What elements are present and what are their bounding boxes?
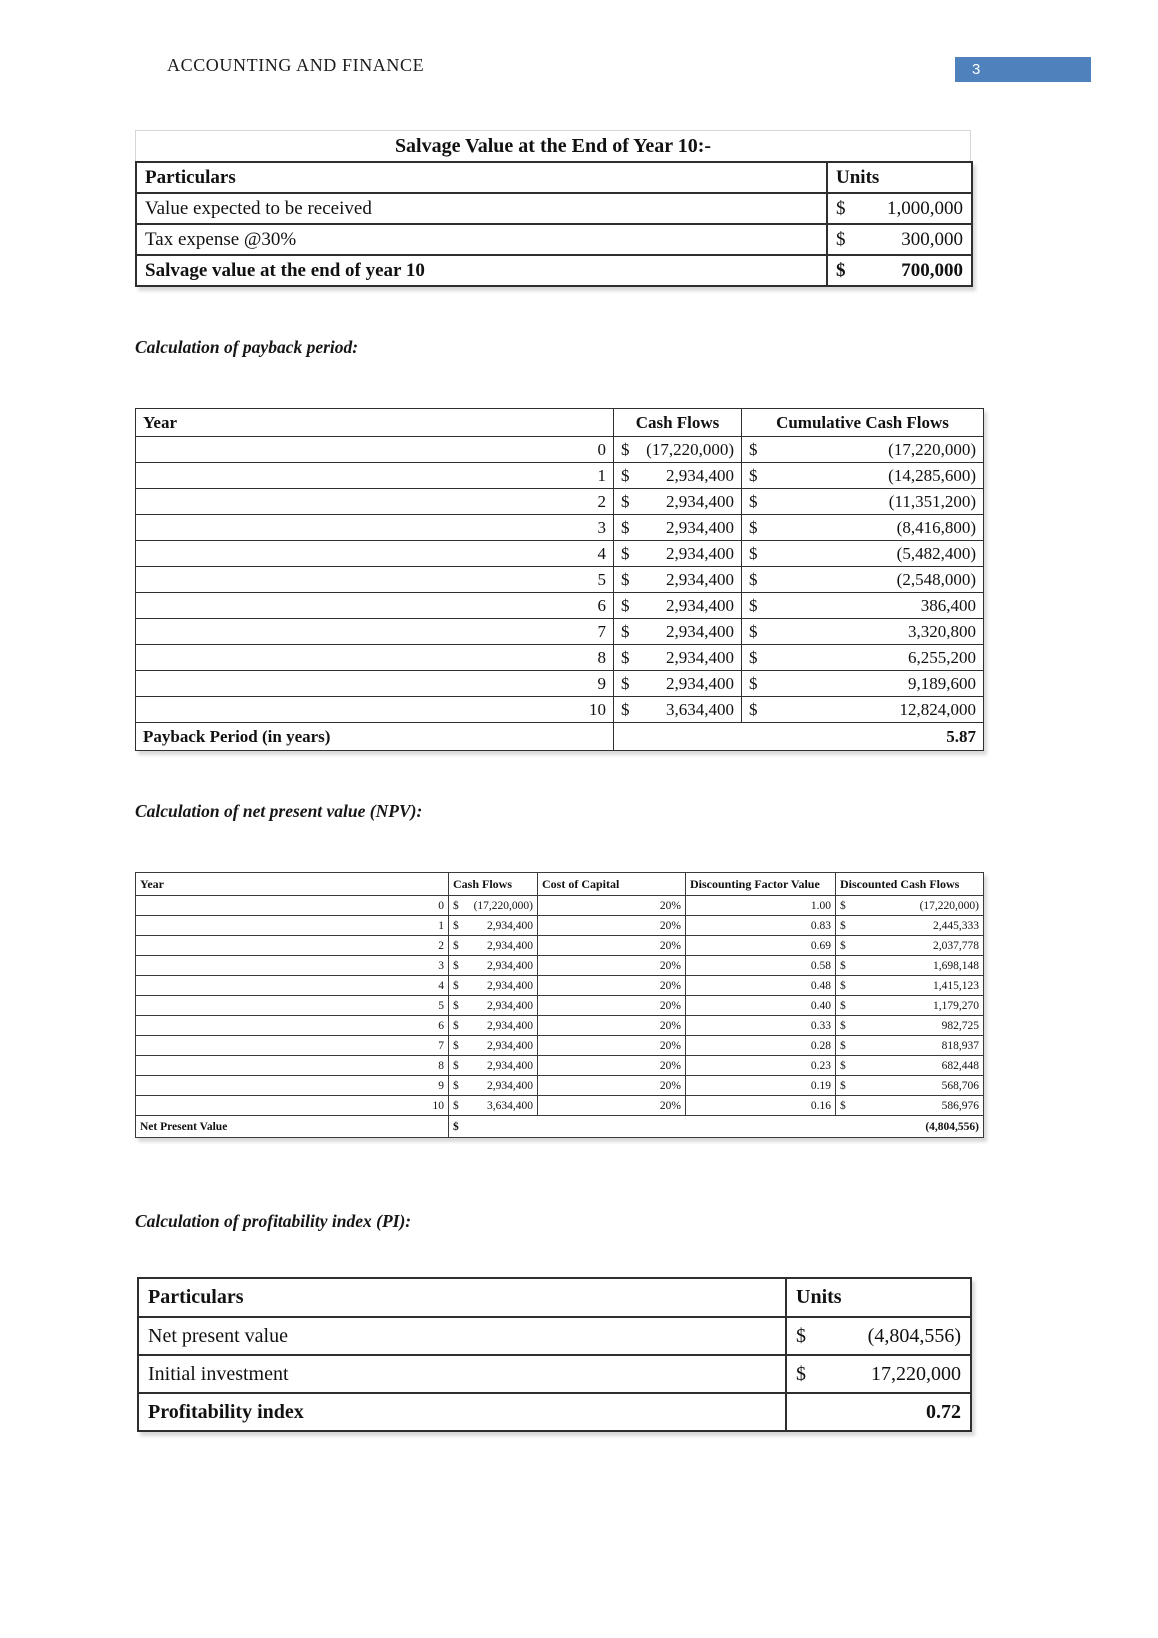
amount: 568,706 [941,1079,979,1092]
npv-discounted-cf [836,1076,984,1096]
currency-symbol: $ [453,1059,459,1072]
amount: (14,285,600) [888,465,976,485]
salvage-row [136,255,972,286]
payback-cumulative [742,489,984,515]
payback-year: 9 [136,671,614,697]
npv-discount-factor: 0.48 [686,976,836,996]
pi-heading: Calculation of profitability index (PI): [135,1211,412,1231]
currency-symbol: $ [749,621,758,641]
payback-row [136,437,984,463]
npv-cash-flow [449,1076,538,1096]
amount: 2,934,400 [666,647,734,667]
amount: 2,934,400 [487,979,533,992]
currency-symbol: $ [749,465,758,485]
amount: 1,000,000 [887,197,963,219]
npv-cash-flow [449,996,538,1016]
payback-cumulative [742,515,984,541]
payback-cumulative [742,541,984,567]
currency-symbol: $ [749,595,758,615]
salvage-value-table-block [135,130,971,287]
currency-symbol: $ [621,517,630,537]
currency-symbol: $ [621,465,630,485]
pi-table [137,1277,972,1432]
salvage-col-particulars: Particulars [136,162,827,193]
salvage-row [136,193,972,224]
payback-year: 7 [136,619,614,645]
amount: 2,934,400 [487,939,533,952]
npv-discounted-cf [836,896,984,916]
amount: 2,934,400 [487,1079,533,1092]
npv-year: 2 [136,936,449,956]
amount: (11,351,200) [888,491,976,511]
pi-row [138,1317,971,1355]
npv-discounted-cf [836,936,984,956]
amount: 300,000 [901,228,963,250]
npv-row [136,1016,984,1036]
npv-year: 10 [136,1096,449,1116]
currency-symbol: $ [453,979,459,992]
pi-row [138,1355,971,1393]
currency-symbol: $ [840,919,846,932]
salvage-table [135,161,973,287]
npv-discount-factor: 0.16 [686,1096,836,1116]
npv-cost-of-capital: 20% [538,916,686,936]
npv-year: 1 [136,916,449,936]
npv-footer-row [136,1116,984,1138]
payback-footer-label: Payback Period (in years) [136,723,614,751]
pi-row-value [786,1317,971,1355]
npv-table-block [135,872,983,1138]
currency-symbol: $ [840,1019,846,1032]
currency-symbol: $ [840,939,846,952]
payback-cumulative [742,697,984,723]
npv-col-cash-flows: Cash Flows [449,873,538,896]
npv-discount-factor: 0.28 [686,1036,836,1056]
currency-symbol: $ [621,595,630,615]
amount: 0.72 [926,1400,961,1423]
currency-symbol: $ [621,543,630,563]
npv-discounted-cf [836,1096,984,1116]
pi-row-label: Initial investment [138,1355,786,1393]
pi-row-label: Profitability index [138,1393,786,1431]
amount: (17,220,000) [473,899,533,912]
npv-table [135,872,984,1138]
currency-symbol: $ [749,647,758,667]
npv-discounted-cf [836,1056,984,1076]
currency-symbol: $ [796,1362,806,1385]
payback-row [136,645,984,671]
npv-discounted-cf [836,976,984,996]
payback-year: 4 [136,541,614,567]
salvage-row-value [827,193,972,224]
currency-symbol: $ [621,647,630,667]
payback-cash-flow [614,515,742,541]
currency-symbol: $ [840,1039,846,1052]
npv-row [136,1076,984,1096]
amount: 3,634,400 [666,699,734,719]
npv-discount-factor: 0.23 [686,1056,836,1076]
currency-symbol: $ [749,439,758,459]
amount: 1,698,148 [933,959,979,972]
npv-year: 3 [136,956,449,976]
npv-cash-flow [449,1096,538,1116]
amount: 2,934,400 [666,673,734,693]
currency-symbol: $ [621,439,630,459]
salvage-row [136,224,972,255]
npv-col-discounted-cf: Discounted Cash Flows [836,873,984,896]
payback-cash-flow [614,437,742,463]
amount: 386,400 [920,595,976,615]
currency-symbol: $ [840,1059,846,1072]
npv-cash-flow [449,1056,538,1076]
salvage-row-value [827,224,972,255]
currency-symbol: $ [621,673,630,693]
payback-cumulative [742,593,984,619]
payback-col-cumulative: Cumulative Cash Flows [742,409,984,437]
page-number-box [955,57,1091,82]
npv-cost-of-capital: 20% [538,976,686,996]
currency-symbol: $ [796,1324,806,1347]
npv-row [136,1096,984,1116]
npv-cash-flow [449,1016,538,1036]
npv-cash-flow [449,916,538,936]
amount: 2,934,400 [666,491,734,511]
npv-year: 6 [136,1016,449,1036]
currency-symbol: $ [836,228,846,250]
npv-year: 7 [136,1036,449,1056]
payback-header-row [136,409,984,437]
payback-col-cash-flows: Cash Flows [614,409,742,437]
payback-year: 5 [136,567,614,593]
payback-cumulative [742,671,984,697]
currency-symbol: $ [749,543,758,563]
pi-col-particulars: Particulars [138,1278,786,1317]
payback-year: 2 [136,489,614,515]
currency-symbol: $ [621,569,630,589]
npv-cost-of-capital: 20% [538,996,686,1016]
payback-cumulative [742,619,984,645]
payback-row [136,697,984,723]
pi-row-value [786,1393,971,1431]
currency-symbol: $ [836,197,846,219]
payback-table [135,408,984,751]
payback-cash-flow [614,697,742,723]
amount: 2,934,400 [666,569,734,589]
currency-symbol: $ [453,1039,459,1052]
amount: 2,934,400 [666,543,734,563]
currency-symbol: $ [840,1079,846,1092]
currency-symbol: $ [749,491,758,511]
pi-row-label: Net present value [138,1317,786,1355]
npv-cash-flow [449,936,538,956]
payback-row [136,515,984,541]
npv-row [136,1056,984,1076]
amount: 682,448 [941,1059,979,1072]
npv-row [136,996,984,1016]
npv-cost-of-capital: 20% [538,1016,686,1036]
currency-symbol: $ [453,939,459,952]
currency-symbol: $ [840,1099,846,1112]
npv-year: 8 [136,1056,449,1076]
pi-header-row [138,1278,971,1317]
npv-discounted-cf [836,956,984,976]
salvage-row-label: Tax expense @30% [136,224,827,255]
amount: (17,220,000) [888,439,976,459]
amount: (5,482,400) [896,543,976,563]
amount: 2,934,400 [666,465,734,485]
npv-discount-factor: 0.69 [686,936,836,956]
npv-cost-of-capital: 20% [538,1096,686,1116]
amount: 9,189,600 [908,673,976,693]
npv-row [136,976,984,996]
amount: 2,934,400 [487,1019,533,1032]
payback-cash-flow [614,489,742,515]
npv-discount-factor: 0.40 [686,996,836,1016]
amount: 2,934,400 [666,517,734,537]
pi-row [138,1393,971,1431]
amount: 2,934,400 [487,999,533,1012]
pi-table-block [137,1277,970,1432]
npv-discount-factor: 0.83 [686,916,836,936]
amount: 2,934,400 [487,1039,533,1052]
amount: 1,179,270 [933,999,979,1012]
payback-year: 8 [136,645,614,671]
payback-cash-flow [614,463,742,489]
pi-col-units: Units [786,1278,971,1317]
currency-symbol: $ [749,569,758,589]
currency-symbol: $ [749,699,758,719]
currency-symbol: $ [840,899,846,912]
npv-cost-of-capital: 20% [538,956,686,976]
currency-symbol: $ [749,673,758,693]
npv-year: 0 [136,896,449,916]
payback-cumulative [742,437,984,463]
npv-discounted-cf [836,1016,984,1036]
npv-year: 4 [136,976,449,996]
npv-year: 9 [136,1076,449,1096]
amount: 6,255,200 [908,647,976,667]
amount: 700,000 [901,259,963,281]
currency-symbol: $ [749,517,758,537]
payback-year: 0 [136,437,614,463]
payback-heading: Calculation of payback period: [135,337,359,357]
npv-col-discount-factor: Discounting Factor Value [686,873,836,896]
amount: (17,220,000) [919,899,979,912]
payback-row [136,463,984,489]
npv-col-cost-of-capital: Cost of Capital [538,873,686,896]
amount: 2,934,400 [487,959,533,972]
page-header-title: ACCOUNTING AND FINANCE [167,55,425,75]
currency-symbol: $ [836,259,846,281]
npv-row [136,896,984,916]
payback-row [136,671,984,697]
currency-symbol: $ [453,1120,459,1133]
payback-row [136,489,984,515]
npv-cash-flow [449,896,538,916]
currency-symbol: $ [840,999,846,1012]
npv-discount-factor: 0.33 [686,1016,836,1036]
amount: 3,320,800 [908,621,976,641]
amount: (2,548,000) [896,569,976,589]
payback-cash-flow [614,619,742,645]
npv-discounted-cf [836,1036,984,1056]
page-number: 3 [972,61,981,78]
amount: 1,415,123 [933,979,979,992]
payback-year: 1 [136,463,614,489]
currency-symbol: $ [621,491,630,511]
currency-symbol: $ [453,1079,459,1092]
payback-cash-flow [614,593,742,619]
payback-cash-flow [614,645,742,671]
npv-footer-label: Net Present Value [136,1116,449,1138]
npv-discounted-cf [836,916,984,936]
salvage-row-value [827,255,972,286]
payback-cash-flow [614,541,742,567]
npv-cost-of-capital: 20% [538,936,686,956]
payback-cash-flow [614,671,742,697]
amount: 2,445,333 [933,919,979,932]
npv-cash-flow [449,1036,538,1056]
npv-cost-of-capital: 20% [538,1036,686,1056]
npv-discounted-cf [836,996,984,1016]
amount: 2,934,400 [666,595,734,615]
amount: 982,725 [941,1019,979,1032]
payback-cumulative [742,567,984,593]
npv-row [136,916,984,936]
npv-col-year: Year [136,873,449,896]
currency-symbol: $ [453,1019,459,1032]
payback-row [136,593,984,619]
payback-cumulative [742,645,984,671]
amount: 2,934,400 [487,919,533,932]
amount: 12,824,000 [899,699,976,719]
salvage-header-row [136,162,972,193]
npv-cost-of-capital: 20% [538,896,686,916]
currency-symbol: $ [453,959,459,972]
npv-cost-of-capital: 20% [538,1076,686,1096]
amount: 586,976 [941,1099,979,1112]
npv-cash-flow [449,956,538,976]
npv-row [136,956,984,976]
currency-symbol: $ [840,959,846,972]
currency-symbol: $ [621,621,630,641]
amount: (8,416,800) [896,517,976,537]
currency-symbol: $ [621,699,630,719]
npv-cost-of-capital: 20% [538,1056,686,1076]
npv-discount-factor: 1.00 [686,896,836,916]
salvage-table-title: Salvage Value at the End of Year 10:- [135,130,971,161]
amount: 17,220,000 [871,1362,961,1385]
amount: 2,934,400 [666,621,734,641]
payback-col-year: Year [136,409,614,437]
payback-row [136,619,984,645]
payback-cash-flow [614,567,742,593]
npv-cash-flow [449,976,538,996]
payback-year: 6 [136,593,614,619]
npv-row [136,1036,984,1056]
amount: 818,937 [941,1039,979,1052]
amount: 2,934,400 [487,1059,533,1072]
currency-symbol: $ [453,1099,459,1112]
payback-footer-row [136,723,984,751]
amount: 3,634,400 [487,1099,533,1112]
amount: (4,804,556) [925,1120,979,1133]
npv-header-row [136,873,984,896]
npv-footer-value-cell [449,1116,984,1138]
npv-year: 5 [136,996,449,1016]
payback-row [136,567,984,593]
currency-symbol: $ [453,919,459,932]
salvage-col-units: Units [827,162,972,193]
npv-discount-factor: 0.58 [686,956,836,976]
npv-discount-factor: 0.19 [686,1076,836,1096]
amount: 2,037,778 [933,939,979,952]
amount: (17,220,000) [646,439,734,459]
npv-heading: Calculation of net present value (NPV): [135,801,423,821]
payback-year: 10 [136,697,614,723]
payback-cumulative [742,463,984,489]
currency-symbol: $ [840,979,846,992]
salvage-row-label: Value expected to be received [136,193,827,224]
amount: (4,804,556) [867,1324,961,1347]
payback-footer-value: 5.87 [614,723,984,751]
payback-row [136,541,984,567]
pi-row-value [786,1355,971,1393]
payback-year: 3 [136,515,614,541]
currency-symbol: $ [453,899,459,912]
npv-row [136,936,984,956]
salvage-row-label: Salvage value at the end of year 10 [136,255,827,286]
currency-symbol: $ [453,999,459,1012]
payback-table-block [135,408,983,751]
